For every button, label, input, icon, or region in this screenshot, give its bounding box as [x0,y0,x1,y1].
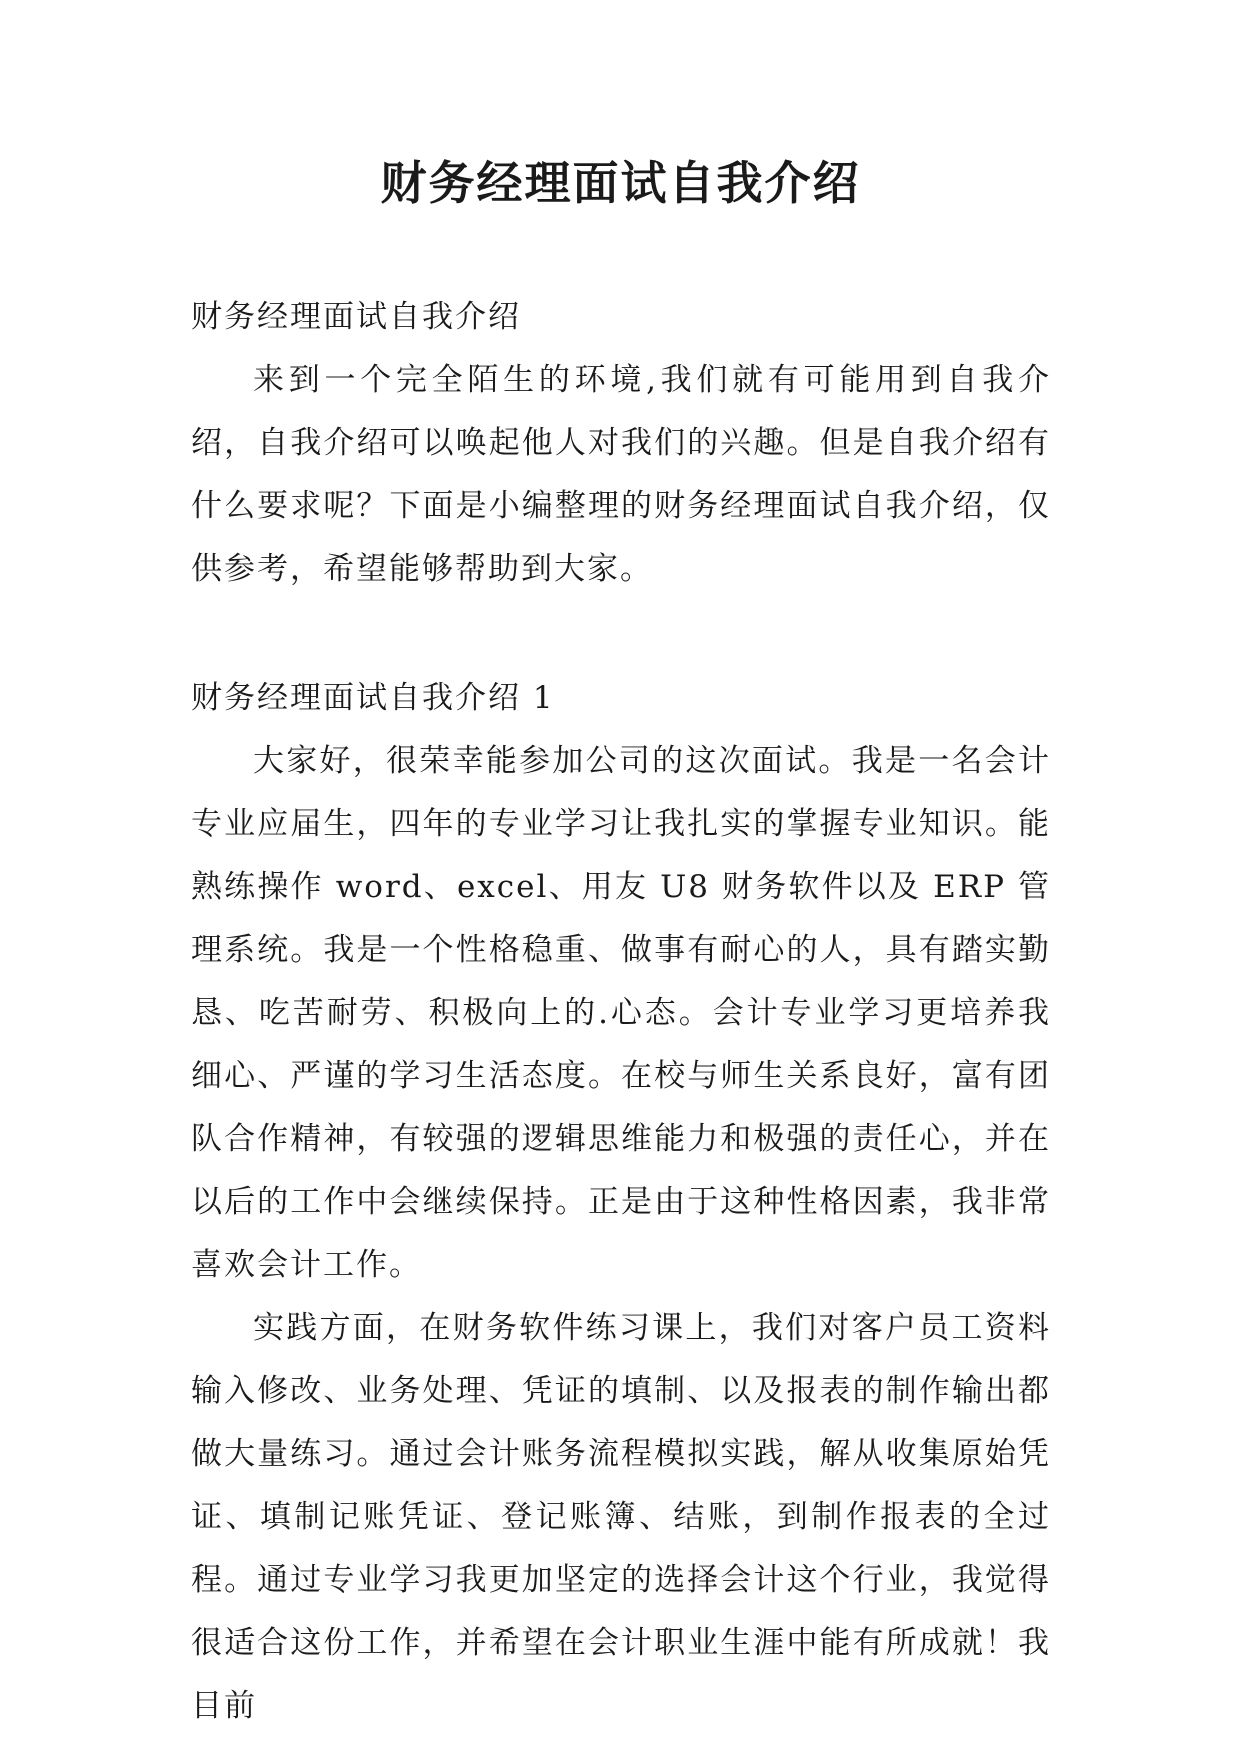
intro-heading: 财务经理面试自我介绍 [191,299,521,335]
section-1-paragraph: 大家好，很荣幸能参加公司的这次面试。我是一名会计专业应届生，四年的专业学习让我扎实的掌握专业知识。能熟练操作 word、excel、用友 U8 财务软件以及 ERP 管理系统。我是一个性格稳重、做事有耐心的人，具有踏实勤恳、吃苦耐劳、积极向上的.心态。会计专业学习更培养我细心、严谨的学习生活态度。在校与师生关系良好，富有团队合作精神，有较强的逻辑思维能力和极强的责任心，并在以后的工作中会继续保持。正是由于这种性格因素，我非常喜欢会计工作。 [191,743,1051,1283]
document-title: 财务经理面试自我介绍 [380,156,861,210]
section-1-paragraph: 实践方面，在财务软件练习课上，我们对客户员工资料输入修改、业务处理、凭证的填制、以及报表的制作输出都做大量练习。通过会计账务流程模拟实践，解从收集原始凭证、填制记账凭证、登记账簿、结账，到制作报表的全过程。通过专业学习我更加坚定的选择会计这个行业，我觉得很适合这份工作，并希望在会计职业生涯中能有所成就！我目前 [191,1310,1051,1724]
intro-paragraph: 来到一个完全陌生的环境,我们就有可能用到自我介绍，自我介绍可以唤起他人对我们的兴趣。但是自我介绍有什么要求呢？下面是小编整理的财务经理面试自我介绍，仅供参考，希望能够帮助到大家。 [191,362,1051,587]
document-body [191,286,1051,1738]
section-1-heading: 财务经理面试自我介绍 1 [191,680,555,716]
